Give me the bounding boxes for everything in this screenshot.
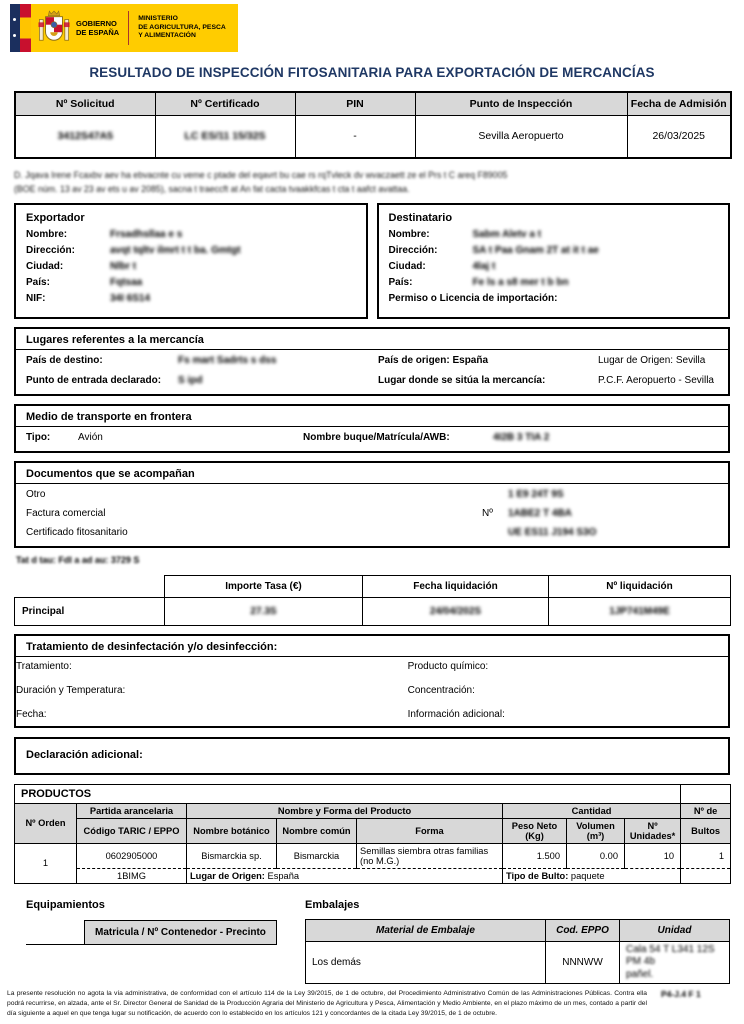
embalajes-header-row: [306, 919, 730, 941]
otro-label: Otro: [26, 488, 46, 500]
embalajes-table: [305, 919, 730, 985]
redacted-destinatario-ciudad: 4laj t: [472, 260, 496, 272]
productos-header-row-1: [15, 803, 731, 818]
tipo-bulto-cell: [503, 868, 681, 883]
bultos-value: 1: [681, 843, 731, 868]
certificado-fito-label: Certificado fitosanitario: [26, 526, 128, 538]
exportador-direccion-label: Dirección:: [26, 244, 75, 256]
redacted-destinatario-pais: Fe ls a s8 mer t b bn: [472, 276, 569, 288]
col-certificado: Nº Certificado: [155, 92, 295, 116]
destinatario-direccion-label: Dirección:: [388, 244, 438, 256]
col-importe-tasa: Importe Tasa (€): [165, 575, 363, 597]
logo-navy-strip: [10, 4, 20, 52]
redacted-pais-destino: Fs mart Sadrts s dss: [178, 354, 277, 366]
exportador-title: Exportador: [26, 211, 85, 224]
forma-value: Semillas siembra otras familias (no M.G.): [357, 843, 503, 868]
punto-inspeccion-value: Sevilla Aeropuerto: [415, 116, 627, 158]
permiso-importacion-label: Permiso o Licencia de importación:: [388, 292, 558, 304]
col-volumen: Volumen (m³): [567, 818, 625, 843]
summary-header-row: [15, 92, 731, 116]
summary-value-row: [15, 116, 731, 158]
factura-label: Factura comercial: [26, 507, 106, 519]
spain-coat-of-arms-icon: [38, 8, 70, 48]
page-title: RESULTADO DE INSPECCIÓN FITOSANITARIA PARA EXPORTACIÓN DE MERCANCÍAS: [89, 65, 655, 80]
lugares-title: Lugares referentes a la mercancía: [16, 329, 728, 350]
logo-yellow-band: [31, 4, 238, 52]
embalajes-data-row: [306, 941, 730, 984]
redacted-otro-value: 1 E9 24T 9S: [508, 488, 564, 500]
lugar-origen-value: Sevilla: [675, 354, 706, 366]
redacted-unidad-line2: pañel.: [626, 968, 654, 980]
ministerio-label: MINISTERIO DE AGRICULTURA, PESCA Y ALIMENTACIÓN: [138, 15, 226, 40]
pais-origen-pair: [378, 355, 598, 366]
col-pin: PIN: [295, 92, 415, 116]
lugar-origen-label: Lugar de Origen:: [598, 354, 674, 366]
fecha-liquidacion-value: [363, 597, 549, 625]
footer: [7, 989, 737, 1019]
transporte-title: Medio de transporte en frontera: [16, 406, 728, 427]
spain-flag-icon: [20, 4, 31, 52]
tipo-value: Avión: [78, 431, 103, 443]
productos-title-corner: [681, 784, 731, 803]
producto-row: [15, 843, 731, 868]
eppo-value: 1BIMG: [77, 868, 187, 883]
redacted-certificado-value: UE ES11 J194 S3O: [508, 526, 597, 538]
col-unidades: Nº Unidades*: [625, 818, 681, 843]
awb-label: Nombre buque/Matrícula/AWB:: [303, 431, 450, 443]
col-peso: Peso Neto (Kg): [503, 818, 567, 843]
destinatario-pais-label: País:: [388, 276, 413, 288]
exportador-nif-label: NIF:: [26, 292, 46, 304]
tratamiento-label: Tratamiento:: [16, 660, 72, 672]
embalajes-title: Embalajes: [305, 898, 360, 911]
exportador-box: [14, 203, 368, 319]
fecha-label: Fecha:: [16, 708, 47, 720]
eppo-value: NNNWW: [546, 941, 620, 984]
col-cantidad: Cantidad: [503, 803, 681, 818]
pais-destino-label: País de destino:: [26, 354, 103, 366]
redacted-total-line: Tat d tau: Fdl a ad au: 3729 S: [16, 554, 140, 565]
redacted-destinatario-nombre: Sabm Aletv a t: [472, 228, 542, 240]
pais-origen-value: España: [452, 354, 489, 366]
tipo-label: Tipo:: [26, 431, 51, 443]
productos-title-row: [15, 784, 731, 803]
productos-table: [14, 784, 731, 884]
solicitud-value: [15, 116, 155, 158]
parties-row: [14, 203, 730, 319]
redacted-exportador-ciudad: Nlbr t: [110, 260, 137, 272]
col-orden: Nº Orden: [15, 803, 77, 843]
equipamientos-title: Equipamientos: [26, 898, 105, 911]
fecha-admision-value: 26/03/2025: [627, 116, 731, 158]
redacted-exportador-nif: 34I 6S14: [110, 292, 151, 304]
col-material-embalaje: Material de Embalaje: [306, 919, 546, 941]
material-value: Los demás: [306, 941, 546, 984]
exportador-nombre-label: Nombre:: [26, 228, 68, 240]
exportador-ciudad-label: Ciudad:: [26, 260, 64, 272]
tratamiento-box: [14, 634, 730, 728]
redacted-factura-value: 1ABE2 T 4BA: [508, 507, 572, 519]
government-logo: [10, 4, 730, 52]
col-num-liquidacion: Nº liquidación: [549, 575, 731, 597]
tasas-ghost-cell: [15, 575, 165, 597]
volumen-value: 0.00: [567, 843, 625, 868]
exportador-pais-label: País:: [26, 276, 50, 288]
col-taric: Código TARIC / EPPO: [77, 818, 187, 843]
destinatario-nombre-label: Nombre:: [388, 228, 430, 240]
pin-value: -: [295, 116, 415, 158]
lugar-situa-label: Lugar donde se sitúa la mercancía:: [378, 374, 546, 386]
col-forma: Forma: [357, 818, 503, 843]
redacted-exportador-pais: Fqtsaa: [110, 276, 143, 288]
col-cod-eppo: Cod. EPPO: [546, 919, 620, 941]
tasas-table: [14, 575, 731, 626]
logo-divider: [128, 11, 129, 45]
lugares-box: [14, 327, 730, 396]
intro-line2: (BOE núm. 13 av 23 av ets u av 2085), sacna t traeccft at An fat cacta tvaakkfcas t cta t aafct avattaa.: [14, 183, 410, 194]
importe-value: [165, 597, 363, 625]
col-punto-inspeccion: Punto de Inspección: [415, 92, 627, 116]
equip-embalajes-row: [14, 899, 730, 985]
destinatario-title: Destinatario: [388, 211, 453, 224]
col-bultos: Bultos: [681, 818, 731, 843]
orden-value: 1: [15, 843, 77, 883]
peso-value: 1.500: [503, 843, 567, 868]
comun-value: Bismarckia: [277, 843, 357, 868]
producto-row-2: [15, 868, 731, 883]
embalajes-section: [305, 899, 730, 985]
gobierno-espana-label: GOBIERNO DE ESPAÑA: [76, 19, 120, 37]
certificado-value: [155, 116, 295, 158]
transporte-box: [14, 404, 730, 453]
punto-entrada-label: Punto de entrada declarado:: [26, 374, 162, 386]
equipamientos-empty-cell: [26, 919, 84, 945]
redacted-solicitud: 3412S47A5: [57, 130, 113, 143]
pais-origen-label: País de origen:: [378, 354, 450, 366]
botanico-value: Bismarckia sp.: [187, 843, 277, 868]
intro-line1: D. Jqava Irene Fcaxbv aev ha ebvacnte cu veme c ptade del eqavrt bu cae rs rqTvleck dv wvaczaett ze el Prs t C areq F89005: [14, 169, 508, 180]
col-solicitud: Nº Solicitud: [15, 92, 155, 116]
documentos-title: Documentos que se acompañan: [16, 463, 728, 484]
footer-legal-text: La presente resolución no agota la vía administrativa, de conformidad con el artículo 114 de la Ley 39/2015, de 1 de octubre, del Procedimiento Administrativo Común de las Administraciones Públicas. Contra ella podrá recurrirse, en alzada, ante el Sr. Director General de Sanidad de la Producción Agraria del Ministerio de Agricultura y Pesca, Alimentación y Medio Ambiente, en el plazo máximo de un mes, contado a partir del día siguiente a aquel en que tenga lugar su notificación, de acuerdo con lo establecido en los artículos 121 y concordantes de la citada Ley 39/2015, de 1 de octubre.: [7, 989, 647, 1017]
redacted-exportador-nombre: Frsadhsllaa e s: [110, 228, 183, 240]
redacted-exportador-direccion: avqt tqltv ilmrt t t ba. Gmtgt: [110, 244, 241, 256]
productos-section-title: PRODUCTOS: [15, 784, 681, 803]
factura-num-label: Nº: [482, 507, 493, 519]
redacted-num-liquidacion: 1JP741M49E: [609, 605, 670, 617]
unidades-value: 10: [625, 843, 681, 868]
col-fecha-liquidacion: Fecha liquidación: [363, 575, 549, 597]
destinatario-ciudad-label: Ciudad:: [388, 260, 426, 272]
col-partida: Partida arancelaria: [77, 803, 187, 818]
lugar-situa-value: P.C.F. Aeropuerto - Sevilla: [598, 374, 714, 386]
concentracion-label: Concentración:: [407, 684, 475, 696]
lugar-origen-pair: [598, 355, 718, 366]
intro-paragraph-redacted: [14, 168, 730, 196]
tasas-principal-row: [15, 597, 731, 625]
lugar-origen-value: España: [267, 870, 300, 881]
duracion-label: Duración y Temperatura:: [16, 684, 126, 696]
destinatario-box: [377, 203, 731, 319]
redacted-importe: 27.3S: [250, 605, 277, 617]
num-liquidacion-value: [549, 597, 731, 625]
col-nombre-forma: Nombre y Forma del Producto: [187, 803, 503, 818]
tasas-header-row: [15, 575, 731, 597]
declaracion-box: [14, 737, 730, 775]
documentos-box: [14, 461, 730, 548]
info-adicional-label: Información adicional:: [407, 708, 505, 720]
lugar-origen-cell: [187, 868, 503, 883]
col-botanico: Nombre botánico: [187, 818, 277, 843]
col-n-de: Nº de: [681, 803, 731, 818]
redacted-certificado: LC ES/11 15/32S: [184, 130, 266, 143]
redacted-destinatario-direccion: SA t Paa Gnam 2T at it t ae: [472, 244, 599, 256]
tipo-bulto-value: paquete: [570, 870, 605, 881]
principal-label: Principal: [15, 597, 165, 625]
unidad-value: [620, 941, 730, 984]
redacted-punto-entrada: S ipd: [178, 374, 203, 386]
declaracion-title: Declaración adicional:: [26, 748, 143, 761]
producto-quimico-label: Producto químico:: [407, 660, 489, 672]
redacted-awb: 4I2B 3 TIA 2: [493, 431, 550, 443]
taric-value: 0602905000: [77, 843, 187, 868]
tratamiento-title: Tratamiento de desinfectación y/o desinfección:: [16, 636, 728, 657]
redacted-unidad-line1: Cala 54 T L341 12S PM 4b: [626, 943, 715, 968]
col-comun: Nombre común: [277, 818, 357, 843]
redacted-fecha-liquidacion: 24/04/202S: [429, 605, 482, 617]
bultos-empty-cell: [681, 868, 731, 883]
equipamientos-section: [14, 899, 305, 985]
tipo-bulto-label: Tipo de Bulto:: [506, 870, 569, 881]
summary-table: [14, 91, 732, 159]
col-unidad: Unidad: [620, 919, 730, 941]
lugar-origen-label: Lugar de Origen:: [190, 870, 265, 881]
redacted-page-number: P4-J.4 F 1: [661, 988, 701, 999]
productos-header-row-2: [15, 818, 731, 843]
equipamientos-header: Matricula / Nº Contenedor - Precinto: [84, 920, 277, 945]
col-fecha-admision: Fecha de Admisión: [627, 92, 731, 116]
